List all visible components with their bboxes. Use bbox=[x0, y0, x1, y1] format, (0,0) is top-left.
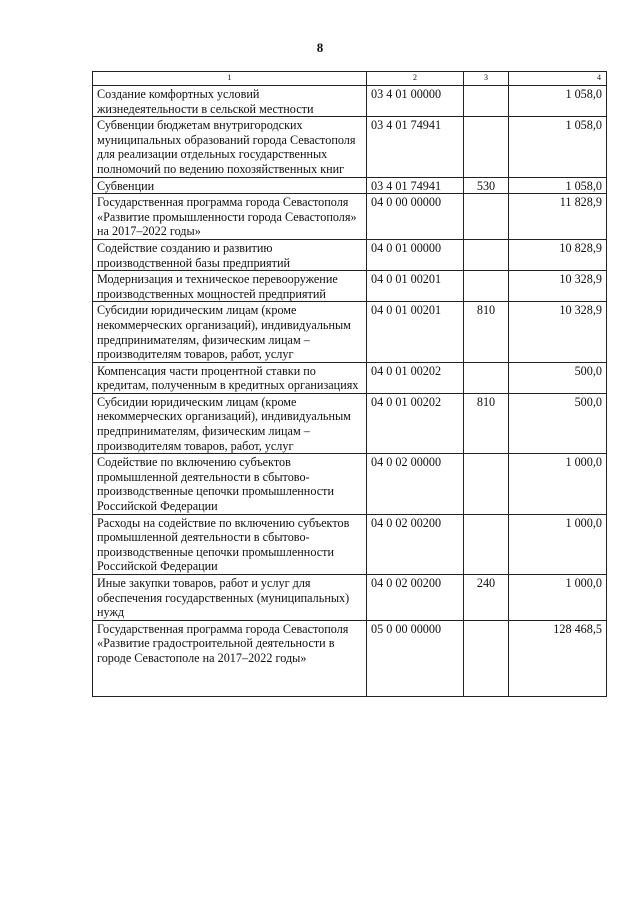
row-code-cell: 04 0 01 00000 bbox=[367, 239, 464, 270]
row-expense-type-cell bbox=[464, 239, 509, 270]
row-expense-type-cell bbox=[464, 620, 509, 696]
row-name-cell: Создание комфортных условий жизнедеятельности в сельской местности bbox=[93, 86, 367, 117]
row-code-cell: 04 0 01 00202 bbox=[367, 393, 464, 453]
row-amount-cell: 10 828,9 bbox=[509, 239, 607, 270]
row-amount-cell: 1 000,0 bbox=[509, 454, 607, 514]
table-row bbox=[93, 271, 607, 302]
page-number: 8 bbox=[316, 40, 324, 55]
table-row bbox=[93, 454, 607, 514]
budget-table bbox=[92, 71, 607, 697]
row-expense-type-cell bbox=[464, 117, 509, 177]
row-amount-cell: 10 328,9 bbox=[509, 271, 607, 302]
row-amount-cell: 500,0 bbox=[509, 362, 607, 393]
row-code-cell: 05 0 00 00000 bbox=[367, 620, 464, 696]
table-row bbox=[93, 239, 607, 270]
table-row bbox=[93, 302, 607, 362]
row-expense-type-cell: 530 bbox=[464, 177, 509, 194]
table-row bbox=[93, 117, 607, 177]
row-expense-type-cell bbox=[464, 271, 509, 302]
row-code-cell: 04 0 02 00000 bbox=[367, 454, 464, 514]
table-body bbox=[93, 86, 607, 697]
table-row bbox=[93, 362, 607, 393]
row-amount-cell: 1 000,0 bbox=[509, 575, 607, 621]
row-code-cell: 04 0 01 00201 bbox=[367, 271, 464, 302]
row-name-cell: Модернизация и техническое перевооружение производственных мощностей предприятий bbox=[93, 271, 367, 302]
row-name-cell: Субсидии юридическим лицам (кроме некоммерческих организаций), индивидуальным предпринимателям, физическим лицам – производителям товаров, работ, услуг bbox=[93, 393, 367, 453]
row-name-cell: Иные закупки товаров, работ и услуг для обеспечения государственных (муниципальных) нужд bbox=[93, 575, 367, 621]
row-code-cell: 03 4 01 74941 bbox=[367, 177, 464, 194]
table-row bbox=[93, 86, 607, 117]
row-name-cell: Субвенции bbox=[93, 177, 367, 194]
column-header-3: 3 bbox=[464, 72, 509, 86]
row-code-cell: 04 0 00 00000 bbox=[367, 194, 464, 240]
row-name-cell: Государственная программа города Севастополя «Развитие промышленности города Севастополя» на 2017–2022 годы» bbox=[93, 194, 367, 240]
column-header-4: 4 bbox=[509, 72, 607, 86]
row-expense-type-cell bbox=[464, 86, 509, 117]
table-row bbox=[93, 177, 607, 194]
column-header-1: 1 bbox=[93, 72, 367, 86]
row-expense-type-cell bbox=[464, 194, 509, 240]
row-amount-cell: 128 468,5 bbox=[509, 620, 607, 696]
row-name-cell: Субсидии юридическим лицам (кроме некоммерческих организаций), индивидуальным предпринимателям, физическим лицам – производителям товаров, работ, услуг bbox=[93, 302, 367, 362]
column-header-2: 2 bbox=[367, 72, 464, 86]
row-expense-type-cell bbox=[464, 454, 509, 514]
row-name-cell: Субвенции бюджетам внутригородских муниципальных образований города Севастополя для реализации отдельных государственных полномочий по ведению похозяйственных книг bbox=[93, 117, 367, 177]
table-header-row bbox=[93, 72, 607, 86]
row-name-cell: Расходы на содействие по включению субъектов промышленной деятельности в сбытово-производственные цепочки промышленности Российской Федерации bbox=[93, 514, 367, 574]
row-amount-cell: 1 058,0 bbox=[509, 177, 607, 194]
row-name-cell: Компенсация части процентной ставки по кредитам, полученным в кредитных организациях bbox=[93, 362, 367, 393]
row-code-cell: 04 0 02 00200 bbox=[367, 514, 464, 574]
table-row bbox=[93, 575, 607, 621]
table-row bbox=[93, 620, 607, 696]
row-expense-type-cell: 240 bbox=[464, 575, 509, 621]
row-expense-type-cell: 810 bbox=[464, 302, 509, 362]
row-expense-type-cell bbox=[464, 514, 509, 574]
row-expense-type-cell bbox=[464, 362, 509, 393]
table-row bbox=[93, 194, 607, 240]
row-amount-cell: 1 058,0 bbox=[509, 86, 607, 117]
table-row bbox=[93, 393, 607, 453]
row-expense-type-cell: 810 bbox=[464, 393, 509, 453]
row-name-cell: Государственная программа города Севастополя «Развитие градостроительной деятельности в городе Севастополе на 2017–2022 годы» bbox=[93, 620, 367, 696]
row-name-cell: Содействие по включению субъектов промышленной деятельности в сбытово-производственные цепочки промышленности Российской Федерации bbox=[93, 454, 367, 514]
row-amount-cell: 500,0 bbox=[509, 393, 607, 453]
row-amount-cell: 1 000,0 bbox=[509, 514, 607, 574]
row-code-cell: 03 4 01 74941 bbox=[367, 117, 464, 177]
row-code-cell: 04 0 02 00200 bbox=[367, 575, 464, 621]
row-code-cell: 03 4 01 00000 bbox=[367, 86, 464, 117]
row-name-cell: Содействие созданию и развитию производственной базы предприятий bbox=[93, 239, 367, 270]
row-amount-cell: 1 058,0 bbox=[509, 117, 607, 177]
row-amount-cell: 11 828,9 bbox=[509, 194, 607, 240]
row-amount-cell: 10 328,9 bbox=[509, 302, 607, 362]
row-code-cell: 04 0 01 00201 bbox=[367, 302, 464, 362]
table-row bbox=[93, 514, 607, 574]
row-code-cell: 04 0 01 00202 bbox=[367, 362, 464, 393]
